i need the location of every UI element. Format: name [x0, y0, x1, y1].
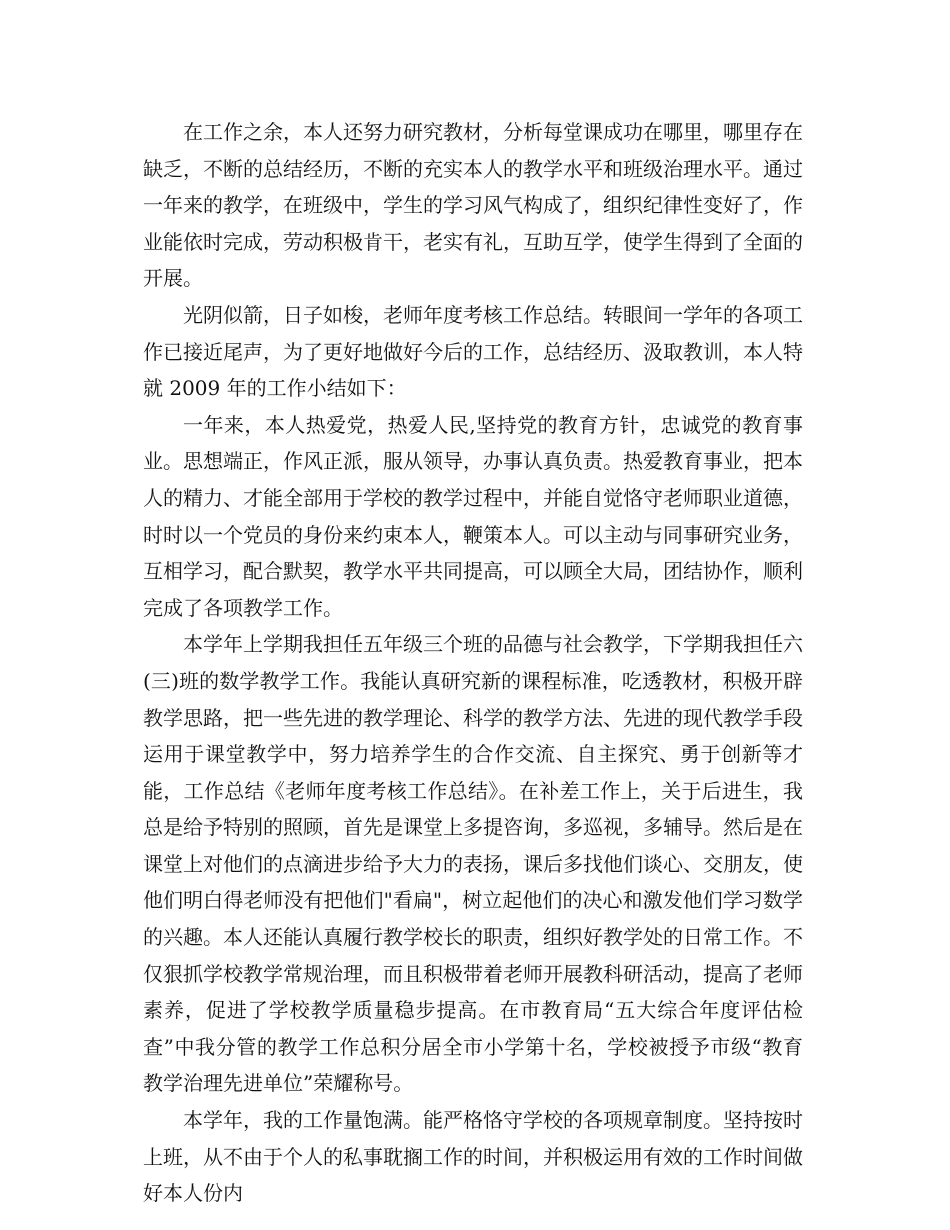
paragraph-2: 光阴似箭，日子如梭，老师年度考核工作总结。转眼间一学年的各项工作已接近尾声，为了更好地做好今后的工作，总结经历、汲取教训，本人特就 2009 年的工作小结如下： [143, 302, 803, 401]
document-body [143, 114, 803, 1212]
paragraph-4: 本学年上学期我担任五年级三个班的品德与社会教学，下学期我担任六(三)班的数学教学工作。我能认真研究新的课程标准，吃透教材，积极开辟教学思路，把一些先进的教学理论、科学的教学方法、先进的现代教学手段运用于课堂教学中，努力培养学生的合作交流、自主探究、勇于创新等才能，工作总结《老师年度考核工作总结》。在补差工作上，关于后进生，我总是给予特别的照顾，首先是课堂上多提咨询，多巡视，多辅导。然后是在课堂上对他们的点滴进步给予大力的表扬，课后多找他们谈心、交朋友，使他们明白得老师没有把他们"看扁"，树立起他们的决心和激发他们学习数学的兴趣。本人还能认真履行教学校长的职责，组织好教学处的日常工作。不仅狠抓学校教学常规治理，而且积极带着老师开展教科研活动，提高了老师素养，促进了学校教学质量稳步提高。在市教育局“五大综合年度评估检查”中我分管的教学工作总积分居全市小学第十名，学校被授予市级“教育教学治理先进单位”荣耀称号。 [143, 632, 803, 1096]
paragraph-3: 一年来，本人热爱党，热爱人民,坚持党的教育方针，忠诚党的教育事业。思想端正，作风正派，服从领导，办事认真负责。热爱教育事业，把本人的精力、才能全部用于学校的教学过程中，并能自觉恪守老师职业道德，时时以一个党员的身份来约束本人，鞭策本人。可以主动与同事研究业务，互相学习，配合默契，教学水平共同提高，可以顾全大局，团结协作，顺利完成了各项教学工作。 [143, 412, 803, 620]
paragraph-1: 在工作之余，本人还努力研究教材，分析每堂课成功在哪里，哪里存在缺乏，不断的总结经历，不断的充实本人的教学水平和班级治理水平。通过一年来的教学，在班级中，学生的学习风气构成了，组织纪律性变好了，作业能依时完成，劳动积极肯干，老实有礼，互助互学，使学生得到了全面的开展。 [143, 120, 803, 291]
paragraph-5: 本学年，我的工作量饱满。能严格恪守学校的各项规章制度。坚持按时上班，从不由于个人的私事耽搁工作的时间，并积极运用有效的工作时间做好本人份内 [143, 1108, 803, 1206]
